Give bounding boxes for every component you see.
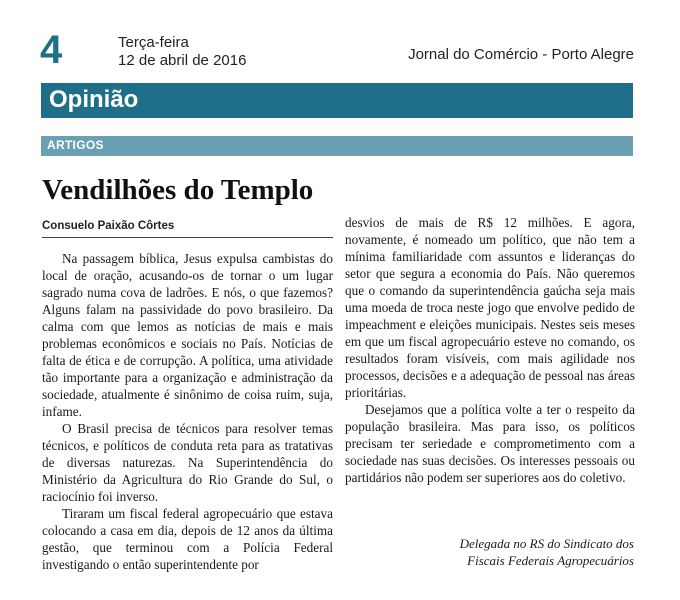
- subsection-banner: [41, 136, 633, 156]
- article-title: Vendilhões do Templo: [42, 174, 314, 206]
- signature-line: Fiscais Federais Agropecuários: [467, 553, 634, 568]
- paragraph: Tiraram um fiscal federal agropecuário que estava colocando a casa em dia, depois de 12 anos da última gestão, que terminou com a Polícia Federal investigando o então superintendente por: [42, 506, 333, 572]
- page-number: 4: [40, 28, 63, 72]
- section-banner: [41, 83, 633, 118]
- paragraph: O Brasil precisa de técnicos para resolver temas técnicos, e políticos de conduta reta para as tratativas de diversas naturezas. Na Superintendência do Ministério da Agricultura do Rio Grande do Sul, o raciocínio foi inverso.: [42, 421, 333, 504]
- author-signature: [460, 535, 634, 569]
- article-column-2: [345, 214, 635, 486]
- paragraph: Desejamos que a política volte a ter o respeito da população brasileira. Mas para isso, os políticos precisam ter seriedade e comprometimento com a sociedade nas suas decisões. Os interesses pessoais ou partidários não podem ser superiores aos do coletivo.: [345, 402, 635, 485]
- issue-date: [118, 34, 246, 70]
- subsection-title: ARTIGOS: [47, 138, 104, 152]
- author-divider: [42, 237, 333, 238]
- weekday: Terça-feira: [118, 34, 189, 51]
- section-title: Opinião: [49, 86, 139, 113]
- article-column-1: [42, 250, 333, 573]
- newspaper-name: Jornal do Comércio - Porto Alegre: [408, 46, 634, 63]
- paragraph: Na passagem bíblica, Jesus expulsa cambistas do local de oração, acusando-os de tornar o um lugar sagrado numa cova de ladrões. E nós, o que fazemos? Alguns falam na passividade do povo brasileiro. Da calma com que lemos as notícias de mais e mais problemas econômicos e sociais no País. Notícias de falta de ética e de corrupção. A política, uma atividade tão importante para a organização e administração da sociedade, atualmente é sinônimo de coisa ruim, suja, infame.: [42, 251, 333, 419]
- paragraph: desvios de mais de R$ 12 milhões. E agora, novamente, é nomeado um político, que não tem a mínima familiaridade com assuntos e lideranças do setor que segura a economia do País. Não queremos que o comando da superintendência gaúcha seja mais uma moeda de troca neste jogo que envolve pedido de impeachment e eleições municipais. Nestes seis meses em que um fiscal agropecuário esteve no comando, os resultados foram visíveis, com mais agilidade nos processos, decisões e a adequação de pessoal nas áreas prioritárias.: [345, 215, 635, 400]
- signature-line: Delegada no RS do Sindicato dos: [459, 536, 634, 551]
- article-author: Consuelo Paixão Côrtes: [42, 220, 175, 232]
- date: 12 de abril de 2016: [118, 52, 247, 69]
